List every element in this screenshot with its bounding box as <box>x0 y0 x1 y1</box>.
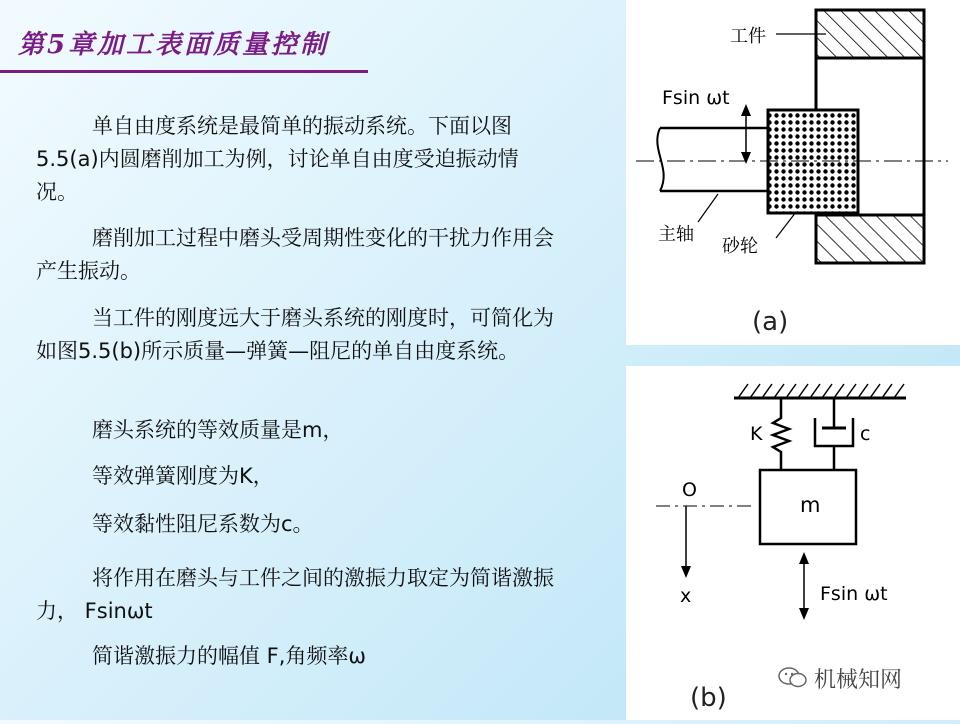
label-force-a: Fsin ωt <box>662 87 730 109</box>
caption-a: (a) <box>752 307 789 337</box>
paragraph-grinding: 磨削加工过程中磨头受周期性变化的干扰力作用会产生振动。 <box>36 226 554 283</box>
figure-a-internal-grinding <box>626 0 960 345</box>
label-k: K <box>750 423 763 445</box>
label-force-b: Fsin ωt <box>820 583 888 605</box>
workpiece-top <box>816 10 924 58</box>
title-underline <box>0 70 368 73</box>
label-c: c <box>860 423 871 445</box>
label-workpiece: 工件 <box>730 26 766 47</box>
label-spindle: 主轴 <box>658 224 694 245</box>
paragraph-intro: 单自由度系统是最简单的振动系统。下面以图5.5(a)内圆磨削加工为例，讨论单自由度受迫振动情况。 <box>36 114 519 204</box>
label-m: m <box>800 493 821 517</box>
spindle-break <box>657 128 663 191</box>
grinding-wheel <box>768 110 858 213</box>
label-x: x <box>680 585 692 607</box>
paragraph-damping: 等效黏性阻尼系数为c。 <box>92 512 314 536</box>
label-wheel: 砂轮 <box>722 236 758 257</box>
paragraph-amplitude: 简谐激振力的幅值 F,角频率ω <box>92 644 367 668</box>
watermark <box>778 664 902 692</box>
caption-b: (b) <box>690 683 727 713</box>
watermark-text: 机械知网 <box>814 667 903 693</box>
paragraph-stiffness: 等效弹簧刚度为K， <box>92 464 274 488</box>
wechat-icon <box>778 667 808 689</box>
page-title: 第5章加工表面质量控制 <box>18 30 330 60</box>
workpiece-bottom <box>816 215 924 263</box>
label-origin: O <box>682 479 697 501</box>
paragraph-excitation: 将作用在磨头与工件之间的激振力取定为简谐激振力， Fsinωt <box>36 566 554 623</box>
spring <box>773 398 789 470</box>
paragraph-simplification: 当工件的刚度远大于磨头系统的刚度时，可简化为如图5.5(b)所示质量—弹簧—阻尼的单自由度系统。 <box>36 306 554 363</box>
paragraph-mass: 磨头系统的等效质量是m， <box>92 418 344 442</box>
